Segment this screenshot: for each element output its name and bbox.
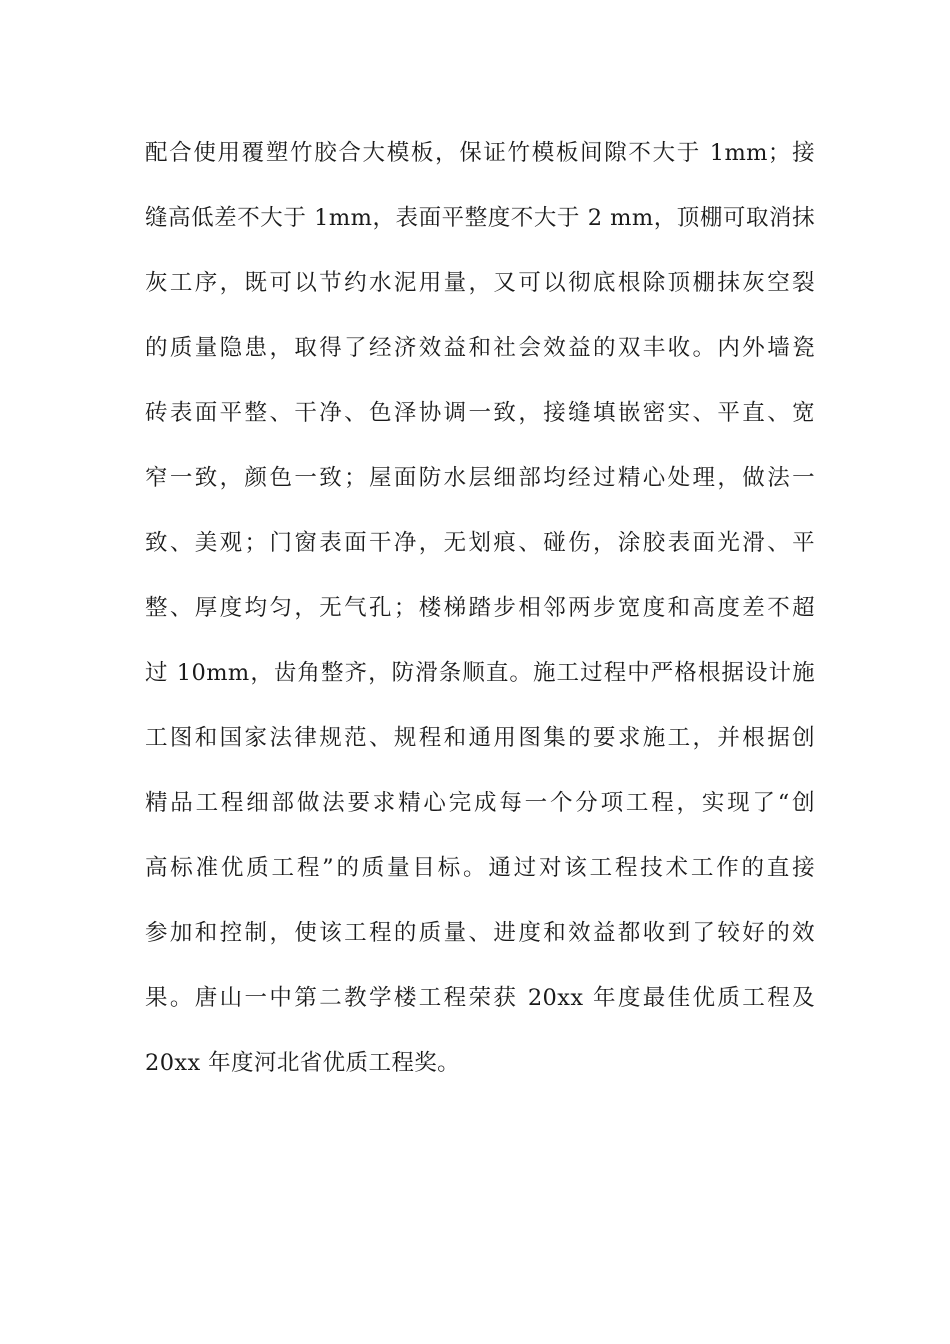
text-line: 窄一致，颜色一致；屋面防水层细部均经过精心处理，做法一 <box>145 465 815 491</box>
text-line: 灰工序，既可以节约水泥用量，又可以彻底根除顶棚抹灰空裂 <box>145 270 815 296</box>
text-line: 的质量隐患，取得了经济效益和社会效益的双丰收。内外墙瓷 <box>145 335 815 361</box>
text-line: 砖表面平整、干净、色泽协调一致，接缝填嵌密实、平直、宽 <box>145 400 815 426</box>
text-line: 配合使用覆塑竹胶合大模板，保证竹模板间隙不大于 1mm；接 <box>145 140 815 166</box>
text-line-final: 20xx 年度河北省优质工程奖。 <box>145 1050 461 1076</box>
text-line: 工图和国家法律规范、规程和通用图集的要求施工，并根据创 <box>145 725 815 751</box>
text-line: 高标准优质工程”的质量目标。通过对该工程技术工作的直接 <box>145 855 815 881</box>
text-line: 过 10mm，齿角整齐，防滑条顺直。施工过程中严格根据设计施 <box>145 660 815 686</box>
text-line: 果。唐山一中第二教学楼工程荣获 20xx 年度最佳优质工程及 <box>145 985 815 1011</box>
text-line: 致、美观；门窗表面干净，无划痕、碰伤，涂胶表面光滑、平 <box>145 530 815 556</box>
text-line: 缝高低差不大于 1mm，表面平整度不大于 2 mm，顶棚可取消抹 <box>145 205 815 231</box>
text-line: 参加和控制，使该工程的质量、进度和效益都收到了较好的效 <box>145 920 815 946</box>
text-line: 精品工程细部做法要求精心完成每一个分项工程，实现了“创 <box>145 790 815 816</box>
body-paragraph <box>145 130 815 1105</box>
text-line: 整、厚度均匀，无气孔；楼梯踏步相邻两步宽度和高度差不超 <box>145 595 815 621</box>
